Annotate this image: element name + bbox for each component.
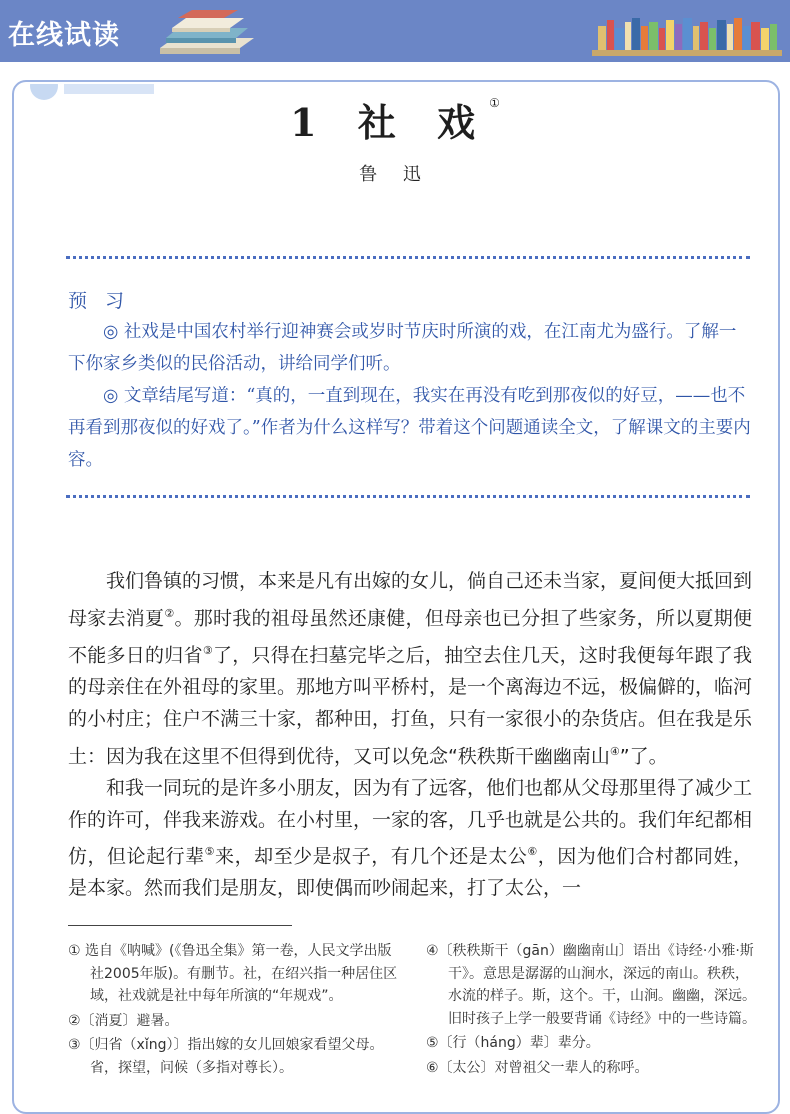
footnote: ②〔消夏〕避暑。 [68, 1012, 179, 1029]
lesson-number: 1 [290, 100, 331, 145]
books-stack-icon [150, 8, 260, 56]
preview-heading: 预 习 [68, 290, 131, 312]
footnote: ④〔秩秩斯干（gān）幽幽南山〕语出《诗经·小雅·斯干》。意思是潺潺的山涧水，深远的南山。秩秩，水流的样子。斯，这个。干，山涧。幽幽，深远。旧时孩子上学一般要背诵《诗经》中的一些诗篇。 [426, 943, 756, 1027]
title-footnote-mark: ① [489, 96, 500, 110]
footnote-ref: ② [164, 606, 175, 620]
footnote-rule [68, 925, 292, 926]
preview-item: ◎ 社戏是中国农村举行迎神赛会或岁时节庆时所演的戏，在江南尤为盛行。了解一下你家乡类似的民俗活动，讲给同学们听。 [68, 322, 737, 374]
lesson-title [0, 92, 790, 147]
footnotes-left [68, 940, 398, 1081]
footnote: ⑥〔太公〕对曾祖父一辈人的称呼。 [426, 1059, 649, 1076]
footnote-ref: ④ [609, 744, 620, 758]
footnote: ① 选自《呐喊》(《鲁迅全集》第一卷，人民文学出版社2005年版)。有删节。社，在绍兴指一种居住区域，社戏就是社中每年所演的“年规戏”。 [68, 943, 398, 1004]
divider-bottom [66, 495, 750, 498]
preview-list [68, 316, 752, 476]
lesson-title-text: 社 戏 [357, 100, 490, 145]
footnote: ⑤〔行（háng）辈〕辈分。 [426, 1035, 600, 1051]
divider-top [66, 256, 750, 259]
body-paragraph: 我们鲁镇的习惯，本来是凡有出嫁的女儿，倘自己还未当家，夏间便大抵回到母家去消夏②。那时我的祖母虽然还康健，但母亲也已分担了些家务，所以夏期便不能多日的归省③了，只得在扫墓完毕之后，抽空去住几天，这时我便每年跟了我的母亲住在外祖母的家里。那地方叫平桥村，是一个离海边不远，极偏僻的，临河的小村庄；住户不满三十家，都种田，打鱼，只有一家很小的杂货店。但在我是乐土：因为我在这里不但得到优待，又可以免念“秩秩斯干幽幽南山④”了。 [68, 570, 753, 767]
footnote-ref: ⑤ [204, 845, 216, 859]
top-banner [0, 0, 790, 62]
banner-label: 在线试读 [8, 20, 120, 51]
footnote-ref: ⑥ [527, 845, 538, 859]
preview-item: ◎ 文章结尾写道：“真的，一直到现在，我实在再没有吃到那夜似的好豆，——也不再看到那夜似的好戏了。”作者为什么这样写？带着这个问题通读全文，了解课文的主要内容。 [68, 386, 751, 470]
footnote-ref: ③ [202, 643, 213, 657]
footnote: ③〔归省（xǐng）〕指出嫁的女儿回娘家看望父母。省，探望，问候（多指对尊长）。 [68, 1037, 384, 1076]
lesson-body [68, 566, 752, 905]
author: 鲁 迅 [359, 164, 431, 185]
footnotes-right [426, 940, 756, 1081]
bookshelf-icon [592, 16, 782, 56]
body-paragraph: 和我一同玩的是许多小朋友，因为有了远客，他们也都从父母那里得了减少工作的许可，伴我来游戏。在小村里，一家的客，几乎也就是公共的。我们年纪都相仿，但论起行辈⑤来，却至少是叔子，有几个还是太公⑥，因为他们合村都同姓，是本家。然而我们是朋友，即使偶而吵闹起来，打了太公，一 [68, 776, 753, 900]
